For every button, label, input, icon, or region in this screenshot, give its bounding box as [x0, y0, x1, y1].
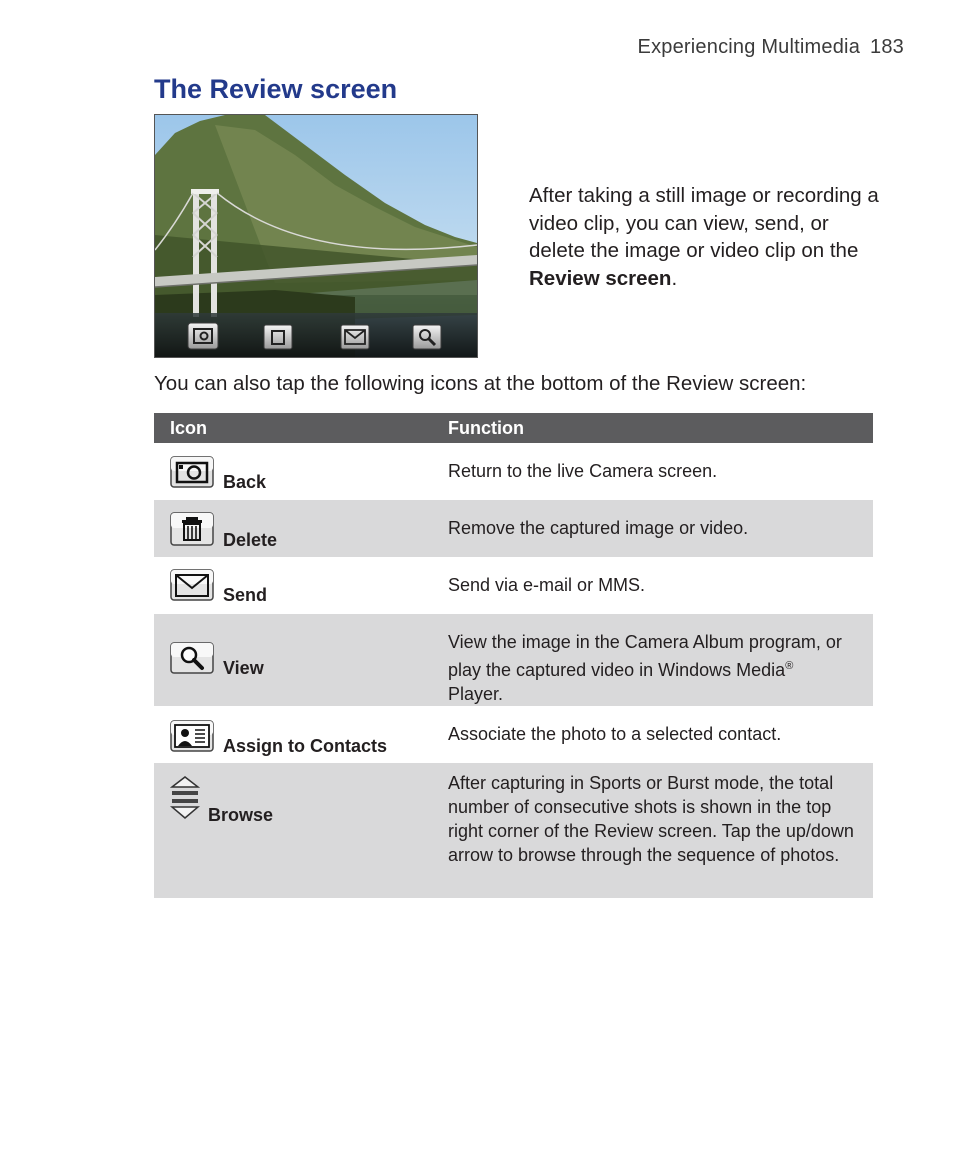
- table-row: [154, 500, 873, 557]
- page-title: The Review screen: [154, 74, 398, 104]
- table-header-row: [154, 413, 873, 443]
- table-row: [154, 763, 873, 898]
- up-down-arrow-icon: [170, 775, 200, 826]
- lead-sentence: You can also tap the following icons at the bottom of the Review screen:: [154, 372, 807, 395]
- row-label: View: [223, 658, 264, 678]
- trash-icon: [170, 512, 214, 551]
- table-row: [154, 557, 873, 614]
- envelope-icon: [170, 569, 214, 606]
- intro-text: After taking a still image or recording a video clip, you can view, send, or delete the image or video clip on the: [529, 184, 879, 262]
- intro-period: .: [671, 266, 678, 290]
- row-function: Return to the live Camera screen.: [448, 461, 718, 481]
- column-header-icon: Icon: [154, 413, 448, 443]
- row-label: Assign to Contacts: [223, 736, 388, 756]
- icon-function-table: [154, 413, 873, 898]
- column-header-function: Function: [448, 413, 873, 443]
- running-header: [638, 36, 904, 59]
- row-function-tail: Player.: [448, 684, 504, 704]
- camera-icon: [170, 456, 214, 493]
- registered-mark: ®: [785, 660, 794, 672]
- intro-paragraph: [529, 182, 889, 292]
- contact-card-icon: [170, 720, 214, 757]
- magnifier-icon: [170, 642, 214, 679]
- row-label: Send: [223, 585, 268, 605]
- row-function: View the image in the Camera Album program, or play the captured video in Windows Media: [448, 632, 842, 680]
- row-function: Send via e-mail or MMS.: [448, 575, 646, 595]
- intro-bold-term: Review screen: [529, 266, 672, 290]
- row-label: Delete: [223, 530, 278, 550]
- table-row: [154, 706, 873, 763]
- row-label: Back: [223, 472, 267, 492]
- table-row: [154, 614, 873, 706]
- review-screen-photo: [154, 114, 478, 358]
- row-function: After capturing in Sports or Burst mode, the total number of consecutive shots is shown in the top right corner of the Review screen. Tap the up/down arrow to browse through the sequence of photos.: [448, 763, 873, 898]
- page-number: 183: [870, 36, 904, 58]
- table-row: [154, 443, 873, 500]
- row-function: Remove the captured image or video.: [448, 500, 873, 557]
- row-label: Browse: [208, 805, 274, 825]
- section-name: Experiencing Multimedia: [637, 36, 861, 58]
- row-function: Associate the photo to a selected contact.: [448, 724, 782, 744]
